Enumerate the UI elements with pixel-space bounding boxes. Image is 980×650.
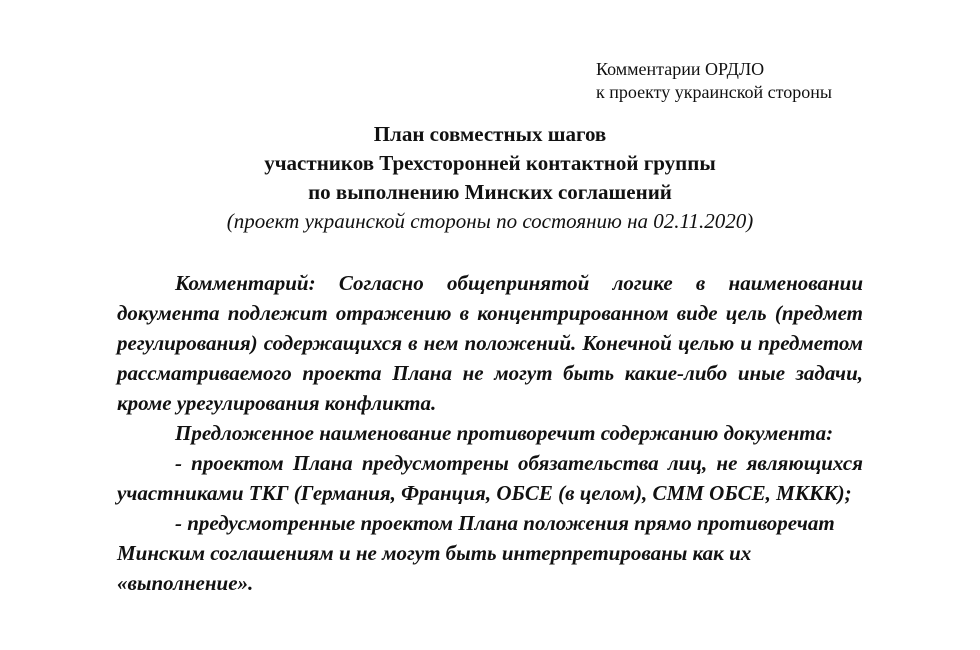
title-line-1: План совместных шагов	[373, 122, 607, 146]
comment-bullet-minsk: - предусмотренные проектом Плана положения прямо противоречат Минским соглашениям и не могут быть интерпретированы как их «выполнение».	[117, 511, 835, 595]
title-line-3: по выполнению Минских соглашений	[308, 180, 672, 204]
document-title	[0, 120, 980, 236]
comment-paragraph-intro: Комментарий: Согласно общепринятой логике в наименовании документа подлежит отражению в концентрированном виде цель (предмет регулирования) содержащихся в нем положений. Конечной целью и предметом рассматриваемого проекта Плана не могут быть какие-либо иные задачи, кроме урегулирования конфликта.	[117, 271, 863, 415]
comment-bullet-obligations: - проектом Плана предусмотрены обязательства лиц, не являющихся участниками ТКГ (Германия, Франция, ОБСЕ (в целом), СММ ОБСЕ, МККК);	[117, 451, 863, 505]
header-note-line-1: Комментарии ОРДЛО	[596, 59, 765, 79]
title-line-2: участников Трехсторонней контактной группы	[264, 151, 716, 175]
header-note	[596, 58, 832, 104]
document-subtitle: (проект украинской стороны по состоянию на 02.11.2020)	[226, 209, 754, 233]
comment-paragraph-contradiction: Предложенное наименование противоречит содержанию документа:	[175, 421, 834, 445]
header-note-line-2: к проекту украинской стороны	[596, 82, 833, 102]
comment-block	[117, 268, 863, 598]
